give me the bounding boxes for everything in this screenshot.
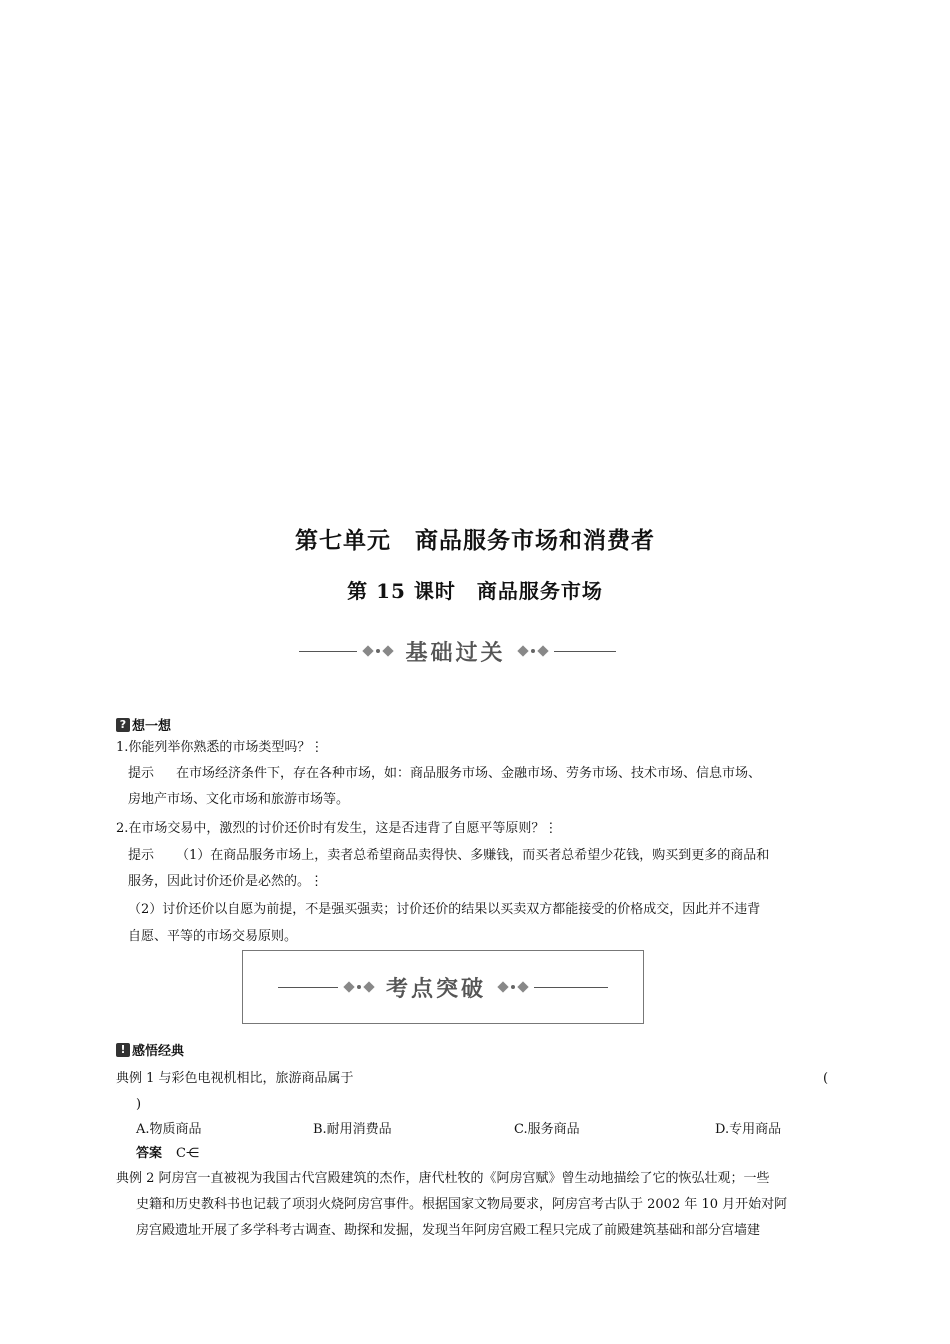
q1-hint-cont: 房地产市场、文化市场和旅游市场等。 [128,792,350,807]
lesson-title: 第 15 课时 商品服务市场 [347,579,603,603]
q2-hint-point2: （2）讨价还价以自愿为前提，不是强买强卖；讨价还价的结果以买卖双方都能接受的价格成交，因此并不违背 [128,902,761,917]
hint-text: （1）在商品服务市场上，卖者总希望商品卖得快、多赚钱，而买者总希望少花钱，购买到更多的商品和 [176,848,770,863]
banner-rule-left [278,987,338,988]
exclamation-icon: ! [116,1043,130,1057]
hint-text: 在市场经济条件下，存在各种市场，如：商品服务市场、金融市场、劳务市场、技术市场、信息市场、 [176,766,762,781]
banner-label: 考点突破 [385,976,486,1002]
section-heading-classic [116,1040,184,1059]
example1-answer [136,1141,199,1167]
diamond-ornament-icon [496,983,530,991]
example2-line1: 典例 2 阿房宫一直被视为我国古代宫殿建筑的杰作，唐代杜牧的《阿房宫赋》曾生动地描绘了它的恢弘壮观；一些 [116,1171,770,1186]
unit-title: 第七单元 商品服务市场和消费者 [295,528,655,554]
section-title: 想一想 [132,719,172,734]
q2-hint-cont: 服务，因此讨价还价是必然的。⋮ [128,874,324,889]
option-c: C.服务商品 [514,1122,580,1137]
hint-label: 提示 [128,848,155,863]
example1-stem: 典例 1 与彩色电视机相比，旅游商品属于 [116,1071,354,1086]
option-d: D.专用商品 [715,1122,782,1137]
diamond-ornament-icon [342,983,376,991]
q2-hint-point2-cont: 自愿、平等的市场交易原则。 [128,929,298,944]
section-heading-think [116,715,171,734]
diamond-ornament-icon [361,647,395,655]
diamond-ornament-icon [516,647,550,655]
example2-line2: 史籍和历史教科书也记载了项羽火烧阿房宫事件。根据国家文物局要求，阿房宫考古队于 2002 年 10 月开始对阿 [136,1197,788,1212]
answer-paren-open: ( [823,1071,829,1086]
section-title: 感悟经典 [132,1044,185,1059]
q1-question: 1.你能列举你熟悉的市场类型吗？⋮ [116,740,324,755]
banner-rule-left [299,651,357,652]
answer-paren-close: ) [136,1097,142,1112]
hint-label: 提示 [128,766,155,781]
banner-rule-right [554,651,616,652]
q1-hint [128,761,761,787]
banner-label: 基础过关 [405,640,506,666]
banner-rule-right [534,987,608,988]
question-icon: ? [116,718,130,732]
q2-question: 2.在市场交易中，激烈的讨价还价时有发生，这是否违背了自愿平等原则？⋮ [116,821,558,836]
q2-hint [128,843,769,869]
option-a: A.物质商品 [136,1122,202,1137]
section-banner-exam [242,970,644,1004]
option-b: B.耐用消费品 [313,1122,392,1137]
example2-line3: 房宫殿遗址开展了多学科考古调查、勘探和发掘，发现当年阿房宫殿工程只完成了前殿建筑基础和部分宫墙建 [136,1223,761,1238]
answer-label: 答案 [136,1146,163,1161]
answer-value: C⋲ [176,1146,199,1161]
section-banner-basic [280,635,635,667]
